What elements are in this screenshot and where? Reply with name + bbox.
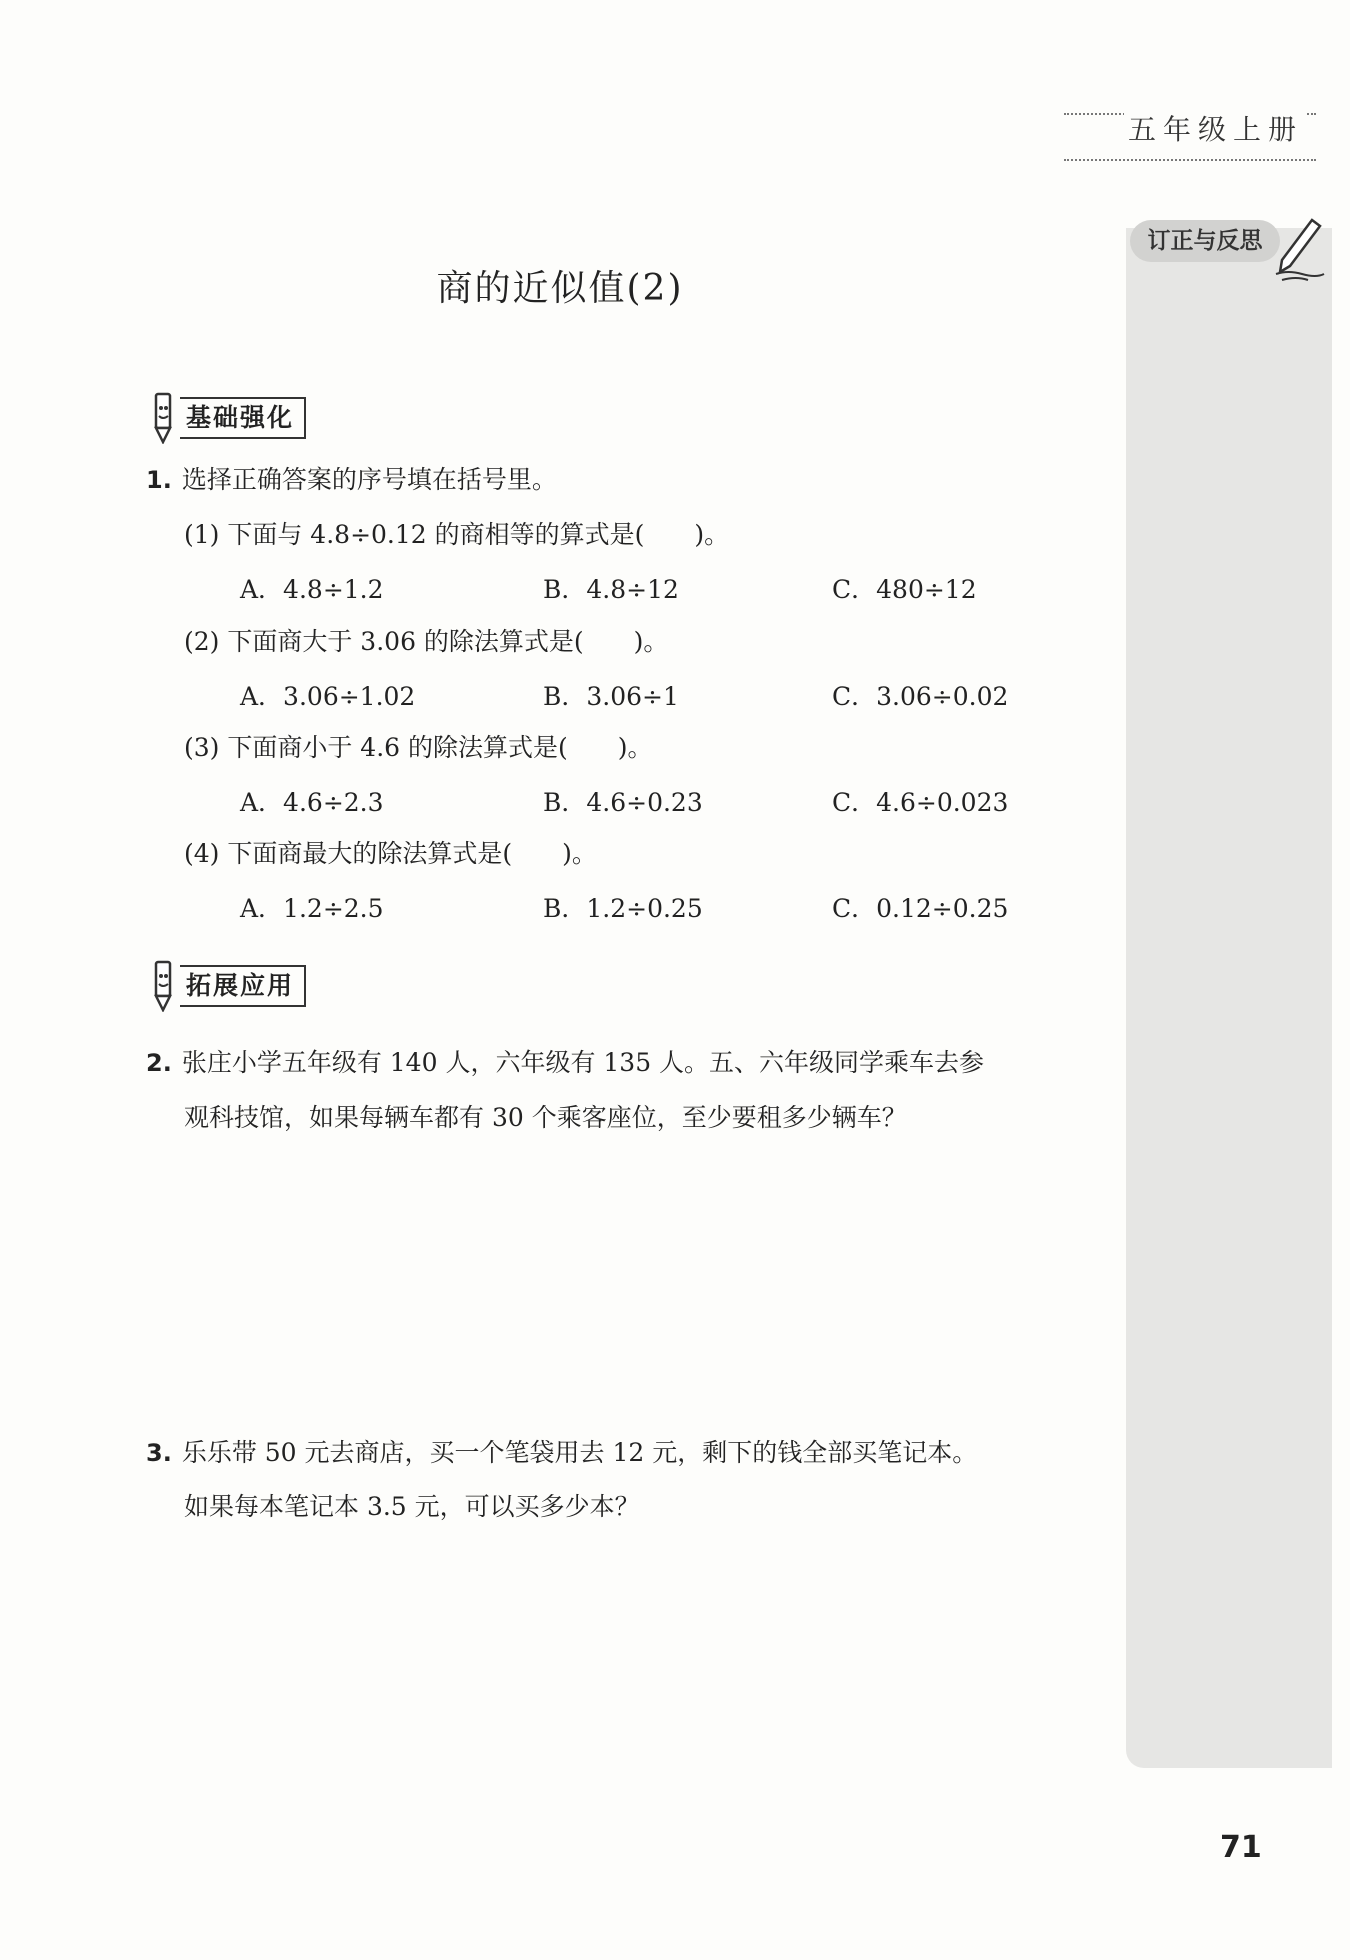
q1-part4-option-c[interactable]: C．0.12÷0.25 <box>832 894 1009 923</box>
q1-part1-option-b[interactable]: B．4.8÷12 <box>543 575 679 604</box>
section-basic-header <box>148 392 306 444</box>
q2-number: 2. <box>146 1049 172 1077</box>
section-basic-label: 基础强化 <box>180 397 306 439</box>
correction-area[interactable] <box>1126 228 1332 1768</box>
q1-part1-option-c[interactable]: C．480÷12 <box>832 575 977 604</box>
pen-icon <box>1268 214 1328 284</box>
q3-text-line1: 乐乐带 50 元去商店，买一个笔袋用去 12 元，剩下的钱全部买笔记本。 <box>181 1438 978 1467</box>
q1-part3-stem: (3) 下面商小于 4.6 的除法算式是( )。 <box>184 733 653 762</box>
q3-text-line2: 如果每本笔记本 3.5 元，可以买多少本？ <box>184 1492 640 1521</box>
q3-line1 <box>146 1436 977 1470</box>
section-extend-header <box>148 960 306 1012</box>
pencil-mascot-icon <box>148 960 180 1012</box>
q1-part1-stem: (1) 下面与 4.8÷0.12 的商相等的算式是( )。 <box>184 520 730 549</box>
q1-part2-option-b[interactable]: B．3.06÷1 <box>543 682 679 711</box>
q1-part3-option-c[interactable]: C．4.6÷0.023 <box>832 788 1009 817</box>
correction-tab: 订正与反思 <box>1130 220 1280 262</box>
q1-part1-option-a[interactable]: A．4.8÷1.2 <box>240 575 384 604</box>
q1-part3-option-b[interactable]: B．4.6÷0.23 <box>543 788 703 817</box>
q1-part4-stem: (4) 下面商最大的除法算式是( )。 <box>184 839 597 868</box>
q1-part4-option-a[interactable]: A．1.2÷2.5 <box>240 894 384 923</box>
grade-label: 五年级上册 <box>1124 108 1307 148</box>
q2-line1 <box>146 1046 984 1080</box>
q3-number: 3. <box>146 1439 172 1467</box>
q2-text-line2: 观科技馆，如果每辆车都有 30 个乘客座位，至少要租多少辆车？ <box>184 1103 907 1132</box>
q1-line <box>146 463 557 497</box>
q1-part4-option-b[interactable]: B．1.2÷0.25 <box>543 894 703 923</box>
q1-part3-option-a[interactable]: A．4.6÷2.3 <box>240 788 384 817</box>
q1-part2-option-c[interactable]: C．3.06÷0.02 <box>832 682 1009 711</box>
q1-number: 1. <box>146 466 172 494</box>
q2-answer-area[interactable] <box>184 1150 1084 1400</box>
section-extend-label: 拓展应用 <box>180 965 306 1007</box>
page-title: 商的近似值(2) <box>436 268 684 309</box>
q3-answer-area[interactable] <box>184 1540 1084 1780</box>
q2-text-line1: 张庄小学五年级有 140 人，六年级有 135 人。五、六年级同学乘车去参 <box>181 1048 985 1077</box>
q1-text: 选择正确答案的序号填在括号里。 <box>181 465 557 494</box>
page-number: 71 <box>1220 1830 1262 1865</box>
q1-part2-stem: (2) 下面商大于 3.06 的除法算式是( )。 <box>184 627 669 656</box>
q1-part2-option-a[interactable]: A．3.06÷1.02 <box>240 682 416 711</box>
pencil-mascot-icon <box>148 392 180 444</box>
